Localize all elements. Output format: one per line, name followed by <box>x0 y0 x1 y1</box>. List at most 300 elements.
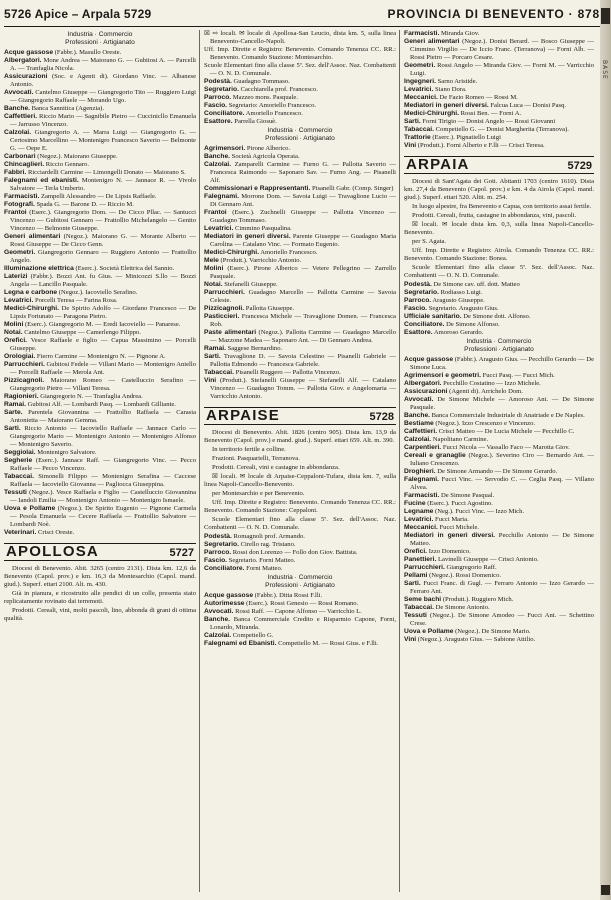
directory-entry <box>204 313 396 329</box>
entry-category: Acque gassose <box>204 592 254 599</box>
directory-entry <box>404 596 594 604</box>
directory-entry <box>404 492 594 500</box>
entry-category: Medici-Chirurghi. <box>4 305 59 312</box>
entry-text: Fucci Nicola — Vassallo Faco — Marotta Giov. <box>441 444 570 451</box>
entry-text: Riccio Antonio — Iacoviello Raffaele — Jannace Carlo — Giangregorio Mario — Montenigro Antonio — Montenigro Alfonso — Montenigro Saverio. <box>10 425 196 448</box>
description-paragraph: Prodotti. Cereali, vini, molti pascoli, lino, abbonda di grani di ottima qualità. <box>4 607 196 622</box>
directory-entry <box>204 592 396 600</box>
directory-entry <box>404 500 594 508</box>
entry-category: Levatrici. <box>204 225 234 232</box>
directory-entry <box>4 233 196 249</box>
entry-text: Fucci Franc. di Gugl. — Ferraro Antonio — Izzo Gerardo — Ferraro Ant. <box>410 580 594 595</box>
entry-category: Segretario. <box>404 289 439 296</box>
description-paragraph: In territorio fertile a colline. <box>212 446 286 453</box>
entry-text: (Negoz.). Maiorano Giuseppe. <box>35 153 118 160</box>
officials-list <box>204 533 396 573</box>
entry-text: De Simone Michele — Amoroso Ant. — De Simone Pasquale. <box>410 396 594 411</box>
entry-category: Pellami <box>404 572 428 579</box>
directory-entry <box>404 380 594 388</box>
entry-category: Seggiolai. <box>4 449 36 456</box>
entry-text: Mone Andrea — Maiorano G. — Gubitosi A. — Parcelli A. — Tranfaglia Nicola. <box>10 57 196 72</box>
entry-category: Falegnami ed Ebanisti. <box>204 640 277 647</box>
entry-category: Esattore. <box>404 329 433 336</box>
entry-category: Caffettieri. <box>404 428 438 435</box>
directory-entry <box>404 281 594 289</box>
entry-text: (Negoz.). Aragusto Gius. — Sabione Attilio. <box>416 636 536 643</box>
directory-entry <box>404 564 594 572</box>
entry-text: Lavinelli Giuseppe — Crisci Antonio. <box>436 556 539 563</box>
entry-text: Competiello G. — Donisi Margherita (Terranova). <box>434 126 569 133</box>
entry-text: Pecchillo Antonio — De Simone Matteo. <box>410 532 594 547</box>
entry-text: (Produtt.). Ruggiero Mich. <box>441 596 514 603</box>
directory-entry <box>204 281 396 289</box>
entry-category: Commissionari e Rappresentanti. <box>204 185 311 192</box>
entry-text: Competiello G. <box>231 632 274 639</box>
entry-text: (Eserc.). Jannace Raff. — Giangregorio Vinc. — Pecco Raffaele — Pecco Vincenzo. <box>10 457 196 472</box>
directory-entry <box>4 505 196 529</box>
directory-entry <box>4 321 196 329</box>
entry-text: (Produtt.). Forni Alberto e F.lli — Crisci Teresa. <box>416 142 545 149</box>
entry-text: De Simone Alfonso. <box>444 321 500 328</box>
directory-entry <box>4 193 196 201</box>
entry-category: Falegnami. <box>204 193 239 200</box>
entry-category: Orefici. <box>404 548 428 555</box>
entry-category: Paste alimentari <box>204 329 257 336</box>
entry-list <box>404 30 594 150</box>
directory-entry <box>404 628 594 636</box>
directory-entry <box>404 118 594 126</box>
officials-list <box>404 281 594 337</box>
entry-category: Banche. <box>4 105 31 112</box>
entry-category: Levatrici. <box>404 516 434 523</box>
entry-text: Amoriello Francesco. <box>259 249 318 256</box>
entry-category: Parrucchieri. <box>4 361 45 368</box>
entry-text: (Negoz.). Pallotta Carmine — Guadagno Marcello — Mazzone Madea — Saponaro Ant. — Di Gennaro Andrea. <box>210 329 396 344</box>
entry-category: Agrimensori. <box>204 145 246 152</box>
entry-category: Albergatori. <box>404 380 442 387</box>
entry-text: (Negoz.). Iacoviello Serafino. <box>57 289 138 296</box>
entry-text: Segretario: Amoriello Francesco. <box>227 102 317 109</box>
directory-entry <box>204 557 396 565</box>
place-heading <box>404 156 594 174</box>
column-2 <box>204 30 396 892</box>
directory-entry <box>4 329 196 337</box>
entry-category: Avvocati. <box>4 89 34 96</box>
entry-text: (Eserc.). Fucci Agostino. <box>425 500 493 507</box>
directory-entry <box>204 549 396 557</box>
entry-text: Pecchillo Costatino — Izzo Michele. <box>441 380 541 387</box>
directory-entry <box>4 201 196 209</box>
directory-entry <box>204 30 396 46</box>
running-header <box>4 2 600 27</box>
directory-entry <box>404 468 594 476</box>
entry-text: Cantelmo Giuseppe — Camerlengo Filippo. <box>22 329 141 336</box>
directory-entry <box>404 356 594 372</box>
entry-text: Ricciardelli Carmine — Limongelli Donato — Maiorano S. <box>26 169 186 176</box>
directory-entry <box>404 62 594 78</box>
entry-text: Pallotta Giuseppe. <box>244 305 295 312</box>
entry-category: Droghieri. <box>404 468 436 475</box>
entry-category: Parrucchieri. <box>204 289 245 296</box>
thumb-tab-label: BASE <box>601 60 608 80</box>
directory-entry <box>204 94 396 102</box>
directory-entry <box>204 565 396 573</box>
entry-category: Levatrici. <box>4 297 34 304</box>
description-paragraph: In luogo alpestre, fra Benevento e Capua, con territorio assai fertile. <box>412 203 592 210</box>
directory-entry <box>404 372 594 380</box>
directory-entry <box>404 476 594 492</box>
entry-text: Rodiasso Luigi. <box>438 289 483 296</box>
entry-category: Ragionieri. <box>4 393 39 400</box>
entry-text: (Eserc.). Pignatiello Luigi <box>430 134 501 141</box>
entry-category: Sarti. <box>204 353 221 360</box>
entry-category: Calzolai. <box>204 161 232 168</box>
directory-entry <box>4 177 196 193</box>
entry-text: Maiorano Romeo — Castelluccio Serafino — Giangregorio Pietro — Villani Teresa. <box>10 377 196 392</box>
entry-category: Frantoi <box>204 209 227 216</box>
directory-entry <box>404 508 594 516</box>
entry-category: Ramai. <box>204 345 226 352</box>
entry-text: De Simone Pasqual. <box>439 492 495 499</box>
directory-entry <box>204 209 396 225</box>
entry-category: Notai. <box>204 281 223 288</box>
entry-text: (Negoz.). De Simone Amodeo — Fucci Ant. — Schettino Crese. <box>410 612 594 627</box>
directory-entry <box>4 209 196 233</box>
entry-text: Vesce Raffaele e figlio — Capua Massimino — Porcelli Giuseppe. <box>10 337 196 352</box>
column-rule <box>399 30 400 892</box>
entry-category: Conciliatore. <box>404 321 445 328</box>
entry-category: Levatrici. <box>404 86 434 93</box>
description-paragraph: Già in pianura, e ricostruito alle pendici di un colle, presenta stato replicatamente rovinato dai terremoti. <box>4 590 196 605</box>
entry-category: Farmacisti. <box>404 492 440 499</box>
entry-category: Orologiai. <box>4 353 36 360</box>
place-description <box>4 565 196 623</box>
description-paragraph: per Montesarchio e per Benevento. <box>212 490 305 497</box>
entry-category: Farmacisti. <box>404 30 440 37</box>
directory-entry <box>4 161 196 169</box>
entry-category: Uova e Pollame <box>404 628 454 635</box>
entry-category: Falegnami ed ebanisti. <box>4 177 79 184</box>
entry-category: Ufficiale sanitario. <box>404 313 462 320</box>
entry-text: (Negoz.). Vesce Raffaela e Figlio — Castelluccio Giovannina — Iandoli Emilia — Montenigro Antonio — Montenigro Ismaele. <box>10 489 196 504</box>
entry-category: Segretario. <box>204 86 239 93</box>
directory-entry <box>204 225 396 233</box>
entry-text: Società Agricola Operaia. <box>230 153 300 160</box>
entry-text: (Fabbr.). Masullo Oreste. <box>53 49 122 56</box>
entry-category: Pasticcieri. <box>204 313 240 320</box>
entry-category: Sarte. <box>4 409 23 416</box>
entry-category: Conciliatore. <box>204 110 245 117</box>
entry-category: Ramai. <box>4 401 26 408</box>
entry-category: Bestiame <box>404 420 434 427</box>
directory-entry <box>204 345 396 353</box>
directory-entry <box>404 524 594 532</box>
directory-entry <box>404 86 594 94</box>
entry-text: Travaglione D. — Savoia Celestino — Pisanelli Gabriele — Pallotta Edmondo — Francesca Gabriele. <box>210 353 396 368</box>
entry-category: Acque gassose <box>4 49 54 56</box>
entry-text: Sarno Aristide. <box>435 78 478 85</box>
entry-text: Cimmino Pasqualina. <box>233 225 292 232</box>
entry-category: Veterinari. <box>4 529 37 536</box>
directory-entry <box>204 185 396 193</box>
directory-entry <box>404 305 594 313</box>
entry-category: Fascio. <box>204 102 228 109</box>
entry-category: Generi alimentari <box>404 38 460 45</box>
directory-entry <box>204 46 396 62</box>
directory-entry <box>204 257 396 265</box>
entry-text: Porcelli Teresa — Farina Rosa. <box>33 297 118 304</box>
entry-category: Farmacisti. <box>4 193 40 200</box>
entry-category: Banche. <box>204 153 231 160</box>
directory-entry <box>404 580 594 596</box>
directory-entry <box>404 388 594 396</box>
entry-category: Laterizi <box>4 273 28 280</box>
entry-category: Fotografi. <box>4 201 35 208</box>
entry-category: Frantoi <box>4 209 27 216</box>
entry-category: Tessuti <box>404 612 427 619</box>
entry-text: (Eserc.). Zuchnelli Giuseppe — Pallotta Vincenzo — Guadagno Tommaso. <box>210 209 396 224</box>
directory-entry <box>404 110 594 118</box>
entry-text: (Negoz.). Severino Ciro — Bernardo Ant. — Iuliano Crescenzo. <box>410 452 594 467</box>
entry-category: Legna e carbone <box>4 289 58 296</box>
entry-category: Banche. <box>204 616 231 623</box>
entry-category: Assicurazioni <box>4 73 48 80</box>
directory-entry <box>404 516 594 524</box>
entry-category: Vini <box>404 142 417 149</box>
entry-category: Cereali e granaglie <box>404 452 466 459</box>
directory-entry <box>4 265 196 273</box>
directory-entry <box>4 73 196 89</box>
directory-entry <box>204 640 396 648</box>
description-paragraph: Frazioni. Pasquarielli, Terranova. <box>212 455 300 462</box>
directory-entry <box>204 305 396 313</box>
entry-category: Notai. <box>4 329 23 336</box>
directory-entry <box>4 529 196 537</box>
entry-category: Fascio. <box>404 305 428 312</box>
entry-category: Chincaglieri. <box>4 161 45 168</box>
description-paragraph: Diocesi di Benevento. Abit. 3265 (centro 2131). Dista km. 12,6 da Benevento (Capol. prov.) e km. 16,3 da Montesarchio (Capol. mand. giud.). Superf. ettari 2100. Alt. m. 430. <box>4 565 196 588</box>
directory-entry <box>204 102 396 110</box>
entry-text: (Eserc.). Rossi Genesio — Rossi Romano. <box>244 600 359 607</box>
entry-category: Medici-Chirurghi. <box>204 249 259 256</box>
directory-entry <box>404 78 594 86</box>
directory-entry <box>404 420 594 428</box>
entry-text: Pirone Alberico. <box>245 145 291 152</box>
directory-entry <box>404 612 594 628</box>
entry-text: Scuole Elementari fino alla classe 5ª. Sez. dell'Assoc. Naz. Combattenti — O. N. D. Comunale. <box>204 62 396 77</box>
directory-entry <box>4 153 196 161</box>
directory-entry <box>204 369 396 377</box>
entry-category: Caffettieri. <box>4 113 38 120</box>
directory-entry <box>204 353 396 369</box>
entry-category: Meccanici. <box>404 524 438 531</box>
entry-category: Falegnami. <box>404 476 439 483</box>
entry-text: Montenigro Salvatore. <box>35 449 97 456</box>
directory-entry <box>404 102 594 110</box>
directory-entry <box>204 161 396 185</box>
entry-text: De Spirito Adolfo — Giordano Francesco — De Lipsis Fortunato — Paragona Pietro. <box>10 305 196 320</box>
entry-text: Napolitano Carmine. <box>431 436 489 443</box>
entry-category: Panettieri. <box>404 556 437 563</box>
directory-entry <box>404 428 594 436</box>
entry-category: Geometri. <box>404 62 436 69</box>
directory-entry <box>204 62 396 78</box>
entry-text: Uff. Imp. Dirette e Registro: Benevento. Comando Tenenza CC. RR.: Benevento. Comando Stazione: Montesarchio. <box>204 46 396 61</box>
entry-category: Tabaccai. <box>204 369 234 376</box>
entry-category: Illuminazione elettrica <box>4 265 74 272</box>
entry-text: Francesca Michele — Travaglione Domen. — Francesca Rob. <box>210 313 396 328</box>
directory-entry <box>204 289 396 305</box>
directory-entry <box>204 193 396 209</box>
place-number: 5729 <box>567 160 592 172</box>
description-paragraph: per S. Agata. <box>412 238 447 245</box>
description-paragraph: ☒ locali. ✉ locale dista km. 0,3, sulla linea Napoli-Cancello-Benevento. <box>404 221 594 236</box>
directory-entry <box>4 297 196 305</box>
entry-category: Vini <box>404 636 417 643</box>
thumb-tab <box>601 885 610 895</box>
entry-text: Giangregorio A. — Marra Luigi — Giangregorio G. — Certosimo Marcellino — Montenigro Francesco Saverio — Belmonte G. — Oepe E. <box>10 129 196 152</box>
section-heading-line: Industria · Commercio <box>67 31 133 38</box>
place-heading <box>204 407 396 425</box>
description-paragraph: Prodotti. Cereali, vini e castagne in abbondanza. <box>212 464 340 471</box>
directory-entry <box>4 337 196 353</box>
entry-category: Fabbri. <box>4 169 27 176</box>
entry-text: Zamparelli Carmine — Furno G. — Pallotta Saverio — Francesca Raimondo — Saponaro Sav. — Furno Ang. — Pisanelli Alf. <box>210 161 396 184</box>
entry-category: Tessuti <box>4 489 27 496</box>
column-3 <box>404 30 594 892</box>
entry-category: Parroco. <box>404 297 432 304</box>
entry-category: Seme bachi <box>404 596 442 603</box>
directory-entry <box>4 249 196 265</box>
place-name: ARPAISE <box>206 407 280 424</box>
directory-entry <box>4 353 196 361</box>
directory-entry <box>404 636 594 644</box>
entry-category: Pizzicagnoli. <box>204 305 245 312</box>
description-paragraph: Diocesi di Benevento. Abit. 1826 (centro 905). Dista km. 13,9 da Benevento (Capol. prov.) e mand. giud.). Superf. ettari 659. Alt. m. 390. <box>204 429 396 444</box>
directory-entry <box>4 409 196 425</box>
entry-text: Fierro Carmine — Montenigro N. — Pignone A. <box>35 353 166 360</box>
entry-text: Banca Commerciale Credito e Risparmio Capone, Forni, Lonardo, Miranda. <box>210 616 396 631</box>
section-heading-line: Professioni · Artigianato <box>65 39 135 46</box>
entry-text: Rossi don Lorenzo — Follo don Giov. Battista. <box>231 549 358 556</box>
directory-entry <box>4 449 196 457</box>
directory-entry <box>404 556 594 564</box>
entry-category: Meccanici. <box>404 94 438 101</box>
thumb-tab <box>601 8 610 24</box>
directory-entry <box>204 110 396 118</box>
entry-category: Orefici. <box>4 337 28 344</box>
directory-entry <box>204 533 396 541</box>
directory-entry <box>204 265 396 281</box>
entry-text: Rossi Ben. — Forni A. <box>459 110 522 117</box>
entry-category: Podestà. <box>204 533 232 540</box>
entry-category: Tabaccai. <box>404 126 434 133</box>
column-1 <box>4 30 196 892</box>
entry-category: Geometri. <box>4 249 36 256</box>
entry-category: Albergatori. <box>4 57 42 64</box>
entry-text: Forni Tirigio — Donisi Angelo — Rossi Giovanni <box>420 118 556 125</box>
directory-entry <box>4 425 196 449</box>
section-heading <box>404 338 594 354</box>
directory-entry <box>404 572 594 580</box>
description-paragraph: Prodotti. Cereali, frutta, castagne in abbondanza, vini, pascoli. <box>412 212 577 219</box>
entry-text: Simonelli Filippo — Montenigro Serafina — Caccese Raffaela — Iacoviello Giovanna — Pagliocca Giuseppina. <box>10 473 196 488</box>
directory-entry <box>4 105 196 113</box>
entry-category: Parroco. <box>204 549 232 556</box>
entry-category: Carpentieri. <box>404 444 442 451</box>
entry-text: Giangregorio Gennaro — Ruggiero Antonio — Frattollio Angelo. <box>10 249 196 264</box>
directory-entry <box>204 249 396 257</box>
directory-entry <box>204 233 396 249</box>
entry-text: Pisanelli Ruggero — Pallotta Vincenzo. <box>234 369 341 376</box>
entry-text: (Agenti di). Arrichelo Dom. <box>447 388 523 395</box>
entry-category: Trattorie <box>404 134 431 141</box>
entry-category: Calzolai. <box>204 632 232 639</box>
entry-category: Agrimensori e geometri. <box>404 372 481 379</box>
place-description <box>204 429 396 532</box>
directory-entry <box>404 30 594 38</box>
entry-text: Aragusto Giuseppe. <box>431 297 485 304</box>
entry-list <box>4 49 196 537</box>
directory-entry <box>4 129 196 153</box>
entry-text: (Negoz.). De Simone Mario. <box>453 628 531 635</box>
entry-text: De Fazio Romeo — Rossi M. <box>437 94 518 101</box>
entry-text: Forni Matteo. <box>244 565 283 572</box>
directory-entry <box>404 94 594 102</box>
entry-text: (Eserc.). Società Elettrica del Sannio. <box>73 265 175 272</box>
directory-entry <box>404 38 594 62</box>
directory-entry <box>404 142 594 150</box>
entry-text: (Negoz.). De Spirito Eugenio — Pignone Carmela — Pesola Emanuela — Cecere Raffaela — Frattollio Salvatore — Lombardi Noè. <box>10 505 196 528</box>
section-heading <box>204 574 396 590</box>
entry-text: Izzo Domenico. <box>427 548 471 555</box>
entry-category: Molini <box>4 321 24 328</box>
entry-text: Cacchiarella prof. Francesco. <box>238 86 318 93</box>
directory-entry <box>204 118 396 126</box>
directory-entry <box>204 608 396 616</box>
entry-text: Banca Sannitica (Agenzia). <box>30 105 104 112</box>
entry-text: Rossi Angelo — Miranda Giov. — Forni M. — Varricchio Luigi. <box>410 62 594 77</box>
directory-entry <box>404 436 594 444</box>
entry-text: (Produtt.). Stefanelli Giuseppe — Stefanelli Alf. — Catalano Vincenzo — Guadagno Tomm. — Pallotta Giov. e Angelomaria — Varricchio Antonio. <box>210 377 396 400</box>
entry-category: Banche. <box>404 412 431 419</box>
directory-entry <box>404 532 594 548</box>
entry-text: Crisci Matteo — De Lucia Michele — Pecchillo C. <box>437 428 575 435</box>
entry-text: (Eserc.). Giangregorio Dom. — De Cicco Pllac. — Santucci Vincenzo — Gubitosi Gennaro — Frattollio Michelangelo — Genito Vincenzo — Belmonte Giuseppe. <box>10 209 196 232</box>
directory-entry <box>404 134 594 142</box>
entry-text: Pisanelli Gabr. (Comp. Singer) <box>310 185 394 192</box>
column-rule <box>199 30 200 892</box>
entry-text: Cantelmo Giuseppe — Giangregorio Tito — Ruggiero Luigi — Giangregorio Raffaele — Morando Ugo. <box>10 89 196 104</box>
entry-text: Riccio Gennaro. <box>44 161 89 168</box>
directory-entry <box>404 604 594 612</box>
thumb-index-edge <box>600 0 611 900</box>
entry-text: Crisci Oreste. <box>36 529 75 536</box>
directory-entry <box>204 616 396 632</box>
entry-text: Miranda Giov. <box>439 30 480 37</box>
directory-entry <box>4 273 196 289</box>
entry-category: Segherie <box>4 457 33 464</box>
entry-category: Autorimesse <box>204 600 245 607</box>
entry-text: (Negoz.). Izzo Crescenzo e Vincenzo. <box>433 420 536 427</box>
section-heading-line: Professioni · Artigianato <box>265 135 335 142</box>
description-paragraph: Diocesi di Sant'Agata dei Goti. Abitanti 1703 (centro 1610). Dista km. 27,4 da Benevento (Capol. prov.) e km. 4 da Airola (Capol. mand. giud.). Superf. ettari 520. Altit. m. 254. <box>404 178 594 201</box>
entry-text: Cirello rag. Tristano. <box>238 541 296 548</box>
directory-entry <box>404 321 594 329</box>
place-number: 5727 <box>169 547 194 559</box>
entry-text: ☒ ⇨ locali. ✉ locale di Apollosa-San Leucio, dista km. 5, sulla linea Benevento-Cancello-Napoli. <box>204 30 396 45</box>
entry-text: (Eserc.). Giangregorio M. — Eredi Iacoviello — Panarese. <box>23 321 181 328</box>
